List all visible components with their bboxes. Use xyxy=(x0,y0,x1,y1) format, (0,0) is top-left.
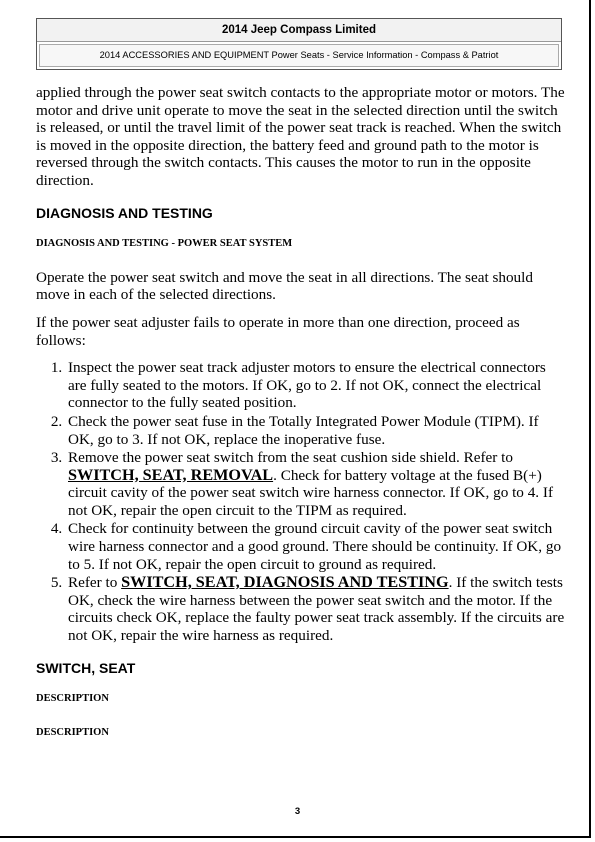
step-item xyxy=(66,574,566,644)
step-item xyxy=(66,413,566,448)
document-body xyxy=(36,84,566,757)
subheading-description-2: DESCRIPTION xyxy=(36,726,109,738)
step-item xyxy=(66,520,566,573)
step-item xyxy=(66,449,566,519)
step-text: Remove the power seat switch from the seat cushion side shield. Refer to xyxy=(68,449,513,467)
subheading-power-seat-system: DIAGNOSIS AND TESTING - POWER SEAT SYSTEM xyxy=(36,238,293,250)
paragraph-operate: Operate the power seat switch and move the seat in all directions. The seat should move in each of the selected directions. xyxy=(36,268,533,304)
step-text: Inspect the power seat track adjuster motors to ensure the electrical connectors are fully seated to the motors. If OK, go to 2. If not OK, connect the electrical connector to the fully seated position. xyxy=(68,359,546,412)
step-text: . If the switch tests OK, check the wire harness between the power seat switch and the motor. If the circuits check OK, replace the faulty power seat track assembly. If the circuits are not OK, repair the wire harness as required. xyxy=(68,574,565,645)
document-header xyxy=(36,18,562,70)
header-title: 2014 Jeep Compass Limited xyxy=(37,19,561,42)
section-heading-diagnosis: DIAGNOSIS AND TESTING xyxy=(36,204,213,221)
section-heading-switch-seat: SWITCH, SEAT xyxy=(36,659,136,676)
step-item xyxy=(66,359,566,412)
page-number: 3 xyxy=(294,806,301,817)
header-subtitle: 2014 ACCESSORIES AND EQUIPMENT Power Seats - Service Information - Compass & Patriot xyxy=(39,44,559,67)
step-text: . Check for battery voltage at the fused B(+) circuit cavity of the power seat switch wire harness connector. If OK, go to 4. If not OK, repair the open circuit to the TIPM as required. xyxy=(68,466,553,519)
diagnosis-steps-list xyxy=(36,359,566,645)
step-text: Check for continuity between the ground circuit cavity of the power seat switch wire harness connector and a good ground. There should be continuity. If OK, go to 5. If not OK, repair the open circuit to ground as required. xyxy=(68,520,562,573)
intro-paragraph: applied through the power seat switch contacts to the appropriate motor or motors. The motor and drive unit operate to move the seat in the selected direction until the switch is released, or until the travel limit of the power seat track is reached. When the switch is moved in the opposite direction, the battery feed and ground path to the motor is reversed through the switch contacts. This causes the motor to run in the opposite direction. xyxy=(36,84,565,189)
paragraph-proceed: If the power seat adjuster fails to operate in more than one direction, proceed as follows: xyxy=(36,313,520,349)
link-switch-seat-diagnosis[interactable]: SWITCH, SEAT, DIAGNOSIS AND TESTING xyxy=(121,573,449,592)
link-switch-seat-removal[interactable]: SWITCH, SEAT, REMOVAL xyxy=(68,465,274,484)
subheading-description: DESCRIPTION xyxy=(36,693,109,705)
step-text: Refer to xyxy=(68,574,122,592)
step-text: Check the power seat fuse in the Totally Integrated Power Module (TIPM). If OK, go to 3. If not OK, replace the inoperative fuse. xyxy=(68,412,539,448)
